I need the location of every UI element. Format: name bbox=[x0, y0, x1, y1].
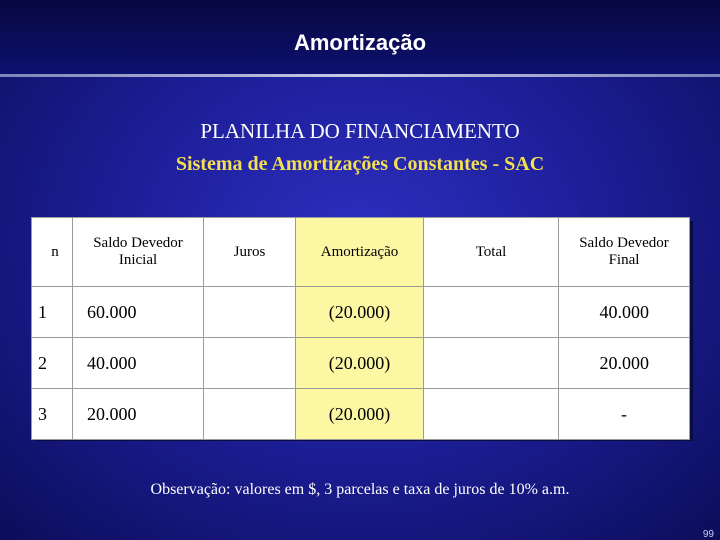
cell-amortizacao: (20.000) bbox=[296, 389, 424, 440]
header-amortizacao: Amortização bbox=[296, 218, 424, 287]
table-header-row bbox=[32, 218, 690, 287]
header-saldo-inicial bbox=[73, 218, 204, 287]
cell-juros bbox=[204, 338, 296, 389]
cell-saldo-inicial: 20.000 bbox=[73, 389, 204, 440]
cell-saldo-final: 20.000 bbox=[559, 338, 690, 389]
cell-n: 2 bbox=[32, 338, 73, 389]
header-saldo-final bbox=[559, 218, 690, 287]
table-row bbox=[32, 389, 690, 440]
cell-juros bbox=[204, 287, 296, 338]
cell-amortizacao: (20.000) bbox=[296, 338, 424, 389]
table-row bbox=[32, 287, 690, 338]
cell-amortizacao: (20.000) bbox=[296, 287, 424, 338]
page-title: PLANILHA DO FINANCIAMENTO bbox=[200, 119, 520, 143]
page-number: 99 bbox=[702, 529, 714, 540]
cell-total bbox=[424, 287, 559, 338]
header-n: n bbox=[32, 218, 73, 287]
cell-n: 1 bbox=[32, 287, 73, 338]
page-subtitle: Sistema de Amortizações Constantes - SAC bbox=[175, 153, 545, 175]
cell-juros bbox=[204, 389, 296, 440]
cell-saldo-final: - bbox=[559, 389, 690, 440]
header-saldo-inicial-line1: Saldo Devedor bbox=[93, 235, 183, 251]
footnote: Observação: valores em $, 3 parcelas e taxa de juros de 10% a.m. bbox=[150, 481, 570, 498]
cell-total bbox=[424, 389, 559, 440]
financing-table bbox=[31, 217, 690, 440]
cell-n: 3 bbox=[32, 389, 73, 440]
cell-saldo-inicial: 40.000 bbox=[73, 338, 204, 389]
header-total: Total bbox=[424, 218, 559, 287]
header-saldo-final-line2: Final bbox=[608, 252, 640, 268]
header-title: Amortização bbox=[293, 30, 427, 55]
header-saldo-inicial-line2: Inicial bbox=[118, 252, 158, 268]
cell-total bbox=[424, 338, 559, 389]
cell-saldo-final: 40.000 bbox=[559, 287, 690, 338]
table-row bbox=[32, 338, 690, 389]
header-saldo-final-line1: Saldo Devedor bbox=[579, 235, 669, 251]
header-divider bbox=[0, 74, 720, 77]
cell-saldo-inicial: 60.000 bbox=[73, 287, 204, 338]
header-juros: Juros bbox=[204, 218, 296, 287]
